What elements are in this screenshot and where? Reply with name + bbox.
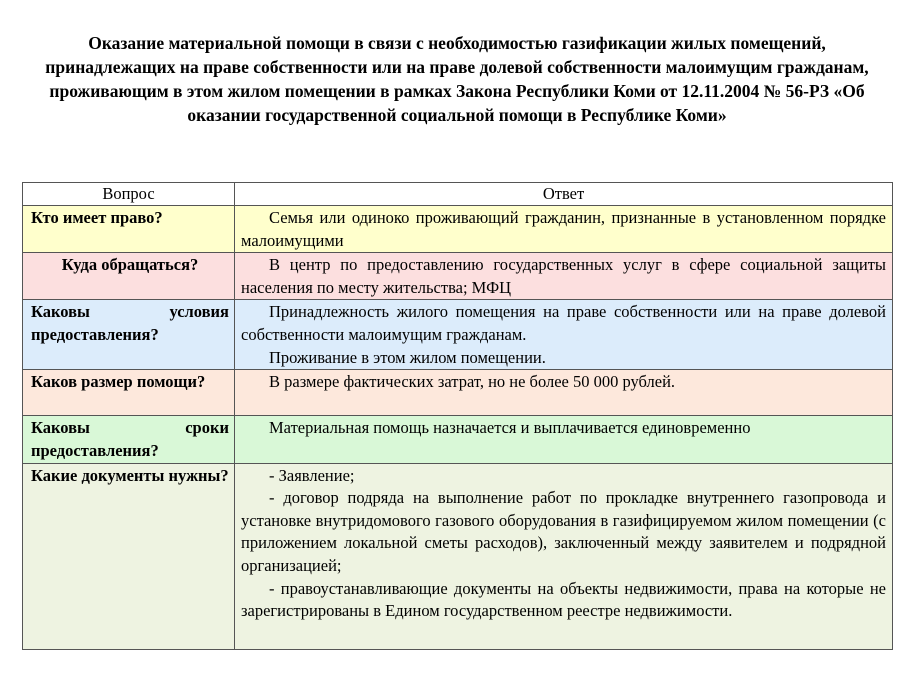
answer-paragraph: - договор подряда на выполнение работ по прокладке внутреннего газопровода и установке внутридомового газового оборудования в газифицируемом жилом помещении (с приложением локальной сметы расходов), заключенный между заявителем и подрядной организацией; bbox=[241, 488, 886, 575]
document-title: Оказание материальной помощи в связи с необходимостью газификации жилых помещений, принадлежащих на праве собственности или на праве долевой собственности малоимущим гражданам, проживающим в этом жилом помещении в рамках Закона Республики Коми от 12.11.2004 № 56-РЗ «Об оказании государственной социальной помощи в Республике Коми» bbox=[45, 33, 869, 125]
header-answer: Ответ bbox=[235, 183, 893, 206]
table-row bbox=[23, 206, 893, 253]
question-cell: Куда обращаться? bbox=[23, 253, 235, 300]
question-cell: Кто имеет право? bbox=[23, 206, 235, 253]
answer-cell bbox=[235, 416, 893, 463]
answer-paragraph: В размере фактических затрат, но не более 50 000 рублей. bbox=[269, 372, 676, 392]
answer-paragraph: Материальная помощь назначается и выплачивается единовременно bbox=[269, 418, 751, 438]
table-row bbox=[23, 253, 893, 300]
question-cell: Каковы условия предоставления? bbox=[23, 300, 235, 370]
table-header-row bbox=[23, 183, 893, 206]
answer-paragraph: В центр по предоставлению государственных услуг в сфере социальной защиты населения по месту жительства; МФЦ bbox=[241, 255, 886, 297]
answer-paragraph: Принадлежность жилого помещения на праве собственности или на праве долевой собственности малоимущим гражданам. bbox=[241, 302, 886, 344]
answer-cell bbox=[235, 463, 893, 649]
question-cell: Каков размер помощи? bbox=[23, 370, 235, 416]
answer-cell bbox=[235, 206, 893, 253]
table-row bbox=[23, 463, 893, 649]
header-question: Вопрос bbox=[23, 183, 235, 206]
answer-paragraph: - правоустанавливающие документы на объекты недвижимости, права на которые не зарегистрированы в Едином государственном реестре недвижимости. bbox=[241, 578, 886, 621]
table-row bbox=[23, 300, 893, 370]
answer-paragraph: - Заявление; bbox=[269, 465, 355, 485]
question-cell: Какие документы нужны? bbox=[23, 463, 235, 649]
table-row bbox=[23, 416, 893, 463]
answer-cell bbox=[235, 300, 893, 370]
table-row bbox=[23, 370, 893, 416]
answer-paragraph: Семья или одиноко проживающий гражданин, признанные в установленном порядке малоимущими bbox=[241, 208, 886, 250]
answer-cell bbox=[235, 370, 893, 416]
question-cell: Каковы сроки предоставления? bbox=[23, 416, 235, 463]
answer-cell bbox=[235, 253, 893, 300]
qa-table bbox=[22, 182, 893, 650]
answer-paragraph: Проживание в этом жилом помещении. bbox=[269, 347, 546, 367]
